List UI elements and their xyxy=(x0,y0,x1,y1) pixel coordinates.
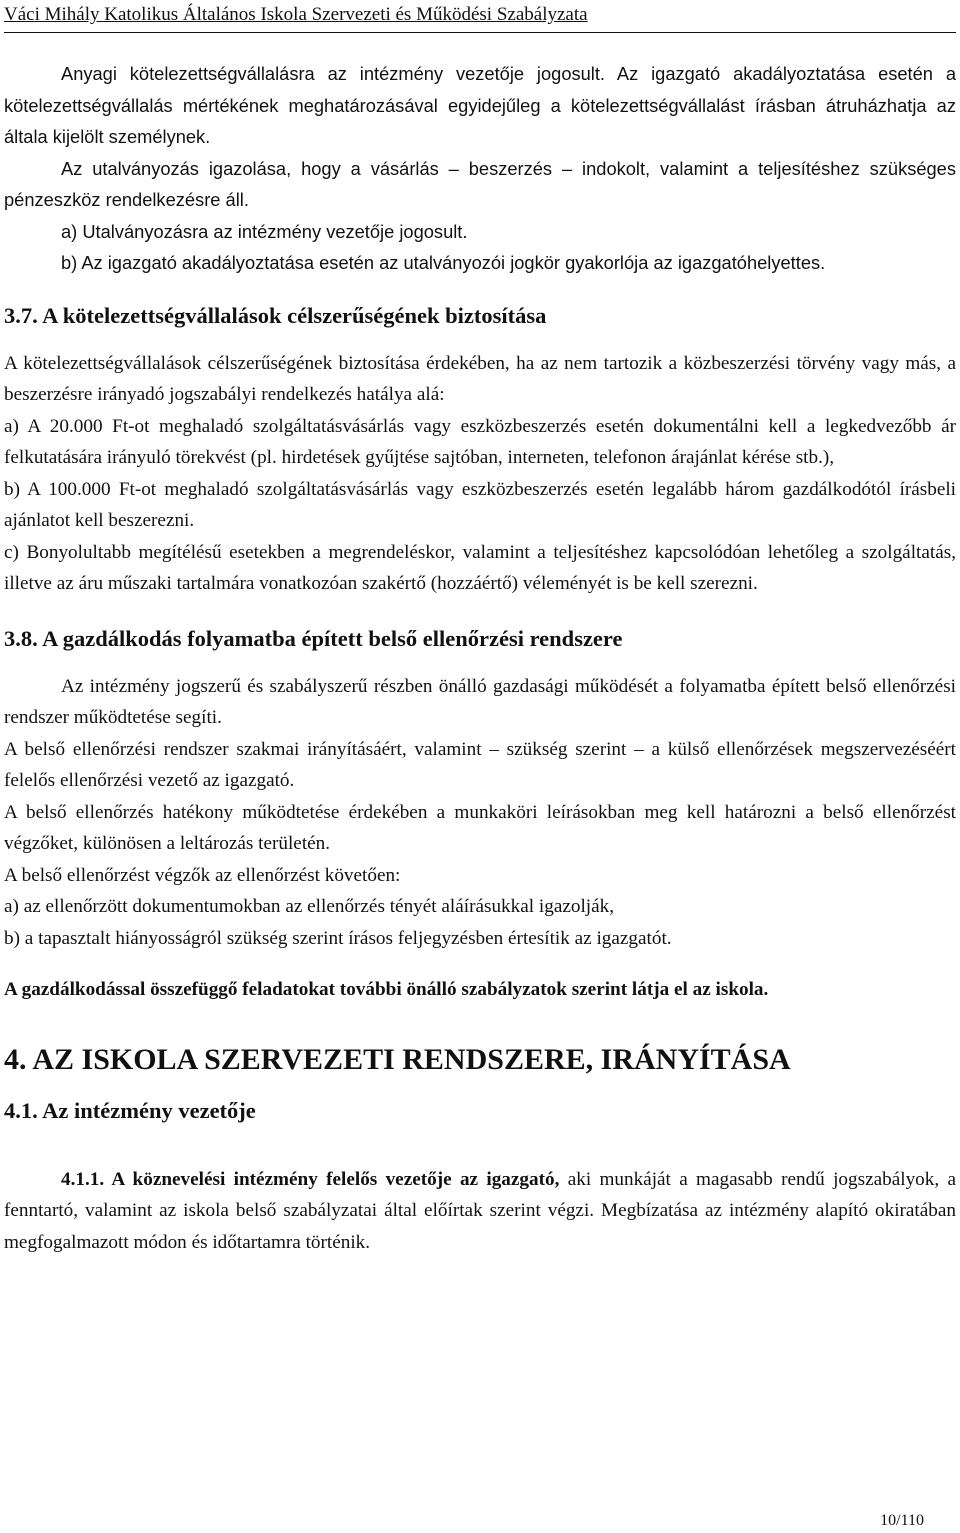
paragraph: Az utalványozás igazolása, hogy a vásárlás – beszerzés – indokolt, valamint a teljesítéshez szükséges pénzeszköz rendelkezésre áll. xyxy=(4,157,956,210)
document-header xyxy=(4,4,956,33)
paragraph-rest: aki munkáját a magasabb rendű jogszabályok, a fenntartó, valamint az iskola belső szabályzatai által előírtak szerint végzi. Megbízatása az intézmény alapító okiratában megfogalmazott módon és időtartamra történik. xyxy=(4,1168,956,1253)
paragraph-lead: 4.1.1. A köznevelési intézmény felelős vezetője az igazgató, xyxy=(61,1168,560,1190)
section-heading-3-7: 3.7. A kötelezettségvállalások célszerűségének biztosítása xyxy=(4,302,547,328)
paragraph: A belső ellenőrzést végzők az ellenőrzést követően: xyxy=(4,864,401,886)
list-item: a) az ellenőrzött dokumentumokban az ellenőrzés tényét aláírásukkal igazolják, xyxy=(4,896,615,917)
list-item: a) A 20.000 Ft-ot meghaladó szolgáltatásvásárlás vagy eszközbeszerzés esetén dokumentálni kell a legkedvezőbb ár felkutatására irányuló törekvést (pl. hirdetések gyűjtése sajtóban, interneten, telefonon árajánlat kérése stb.), xyxy=(4,415,956,468)
section-heading-4-1: 4.1. Az intézmény vezetője xyxy=(4,1097,256,1123)
paragraph-4-1-1 xyxy=(4,1164,956,1259)
paragraph: Az intézmény jogszerű és szabályszerű részben önálló gazdasági működését a folyamatba épített belső ellenőrzési rendszer működtetése segíti. xyxy=(4,675,956,728)
page-content xyxy=(4,58,956,1258)
bold-paragraph: A gazdálkodással összefüggő feladatokat további önálló szabályzatok szerint látja el az iskola. xyxy=(4,979,769,1000)
list-item: b) A 100.000 Ft-ot meghaladó szolgáltatásvásárlás vagy eszközbeszerzés esetén legalább három gazdálkodótól írásbeli ajánlatot kell beszerezni. xyxy=(4,478,956,531)
header-title: Váci Mihály Katolikus Általános Iskola Szervezeti és Működési Szabályzata xyxy=(4,4,588,25)
paragraph: a) Utalványozásra az intézmény vezetője jogosult. xyxy=(61,220,468,242)
paragraph: b) Az igazgató akadályoztatása esetén az utalványozói jogkör gyakorlója az igazgatóhelyettes. xyxy=(61,252,826,273)
list-item: b) a tapasztalt hiányosságról szükség szerint írásos feljegyzésben értesítik az igazgatót. xyxy=(4,927,672,949)
paragraph: A kötelezettségvállalások célszerűségének biztosítása érdekében, ha az nem tartozik a közbeszerzési törvény vagy más, a beszerzésre irányadó jogszabályi rendelkezés hatálya alá: xyxy=(4,352,956,405)
chapter-heading-4: 4. AZ ISKOLA SZERVEZETI RENDSZERE, IRÁNYÍTÁSA xyxy=(4,1042,791,1076)
section-3-7-body xyxy=(4,348,956,600)
paragraph: A belső ellenőrzés hatékony működtetése érdekében a munkaköri leírásokban meg kell határozni a belső ellenőrzést végzőket, különösen a leltározás területén. xyxy=(4,801,956,854)
paragraph: A belső ellenőrzési rendszer szakmai irányításáért, valamint – szükség szerint – a külső ellenőrzések megszervezéséért felelős ellenőrzési vezető az igazgató. xyxy=(4,738,956,791)
section-heading-3-8: 3.8. A gazdálkodás folyamatba épített belső ellenőrzési rendszere xyxy=(4,625,623,651)
list-item: c) Bonyolultabb megítélésű esetekben a megrendeléskor, valamint a teljesítéshez kapcsolódóan lehetőleg a szolgáltatás, illetve az áru műszaki tartalmára vonatkozóan szakértő (hozzáértő) véleményét is be kell szerezni. xyxy=(4,541,956,594)
block-utalvanyozas xyxy=(4,58,956,279)
page-number: 10/110 xyxy=(880,1512,924,1529)
section-3-8-body xyxy=(4,671,956,1006)
paragraph: Anyagi kötelezettségvállalásra az intézmény vezetője jogosult. Az igazgató akadályoztatása esetén a kötelezettségvállalás mértékének meghatározásával egyidejűleg a kötelezettségvállalást írásban átruházhatja az általa kijelölt személynek. xyxy=(4,63,956,147)
